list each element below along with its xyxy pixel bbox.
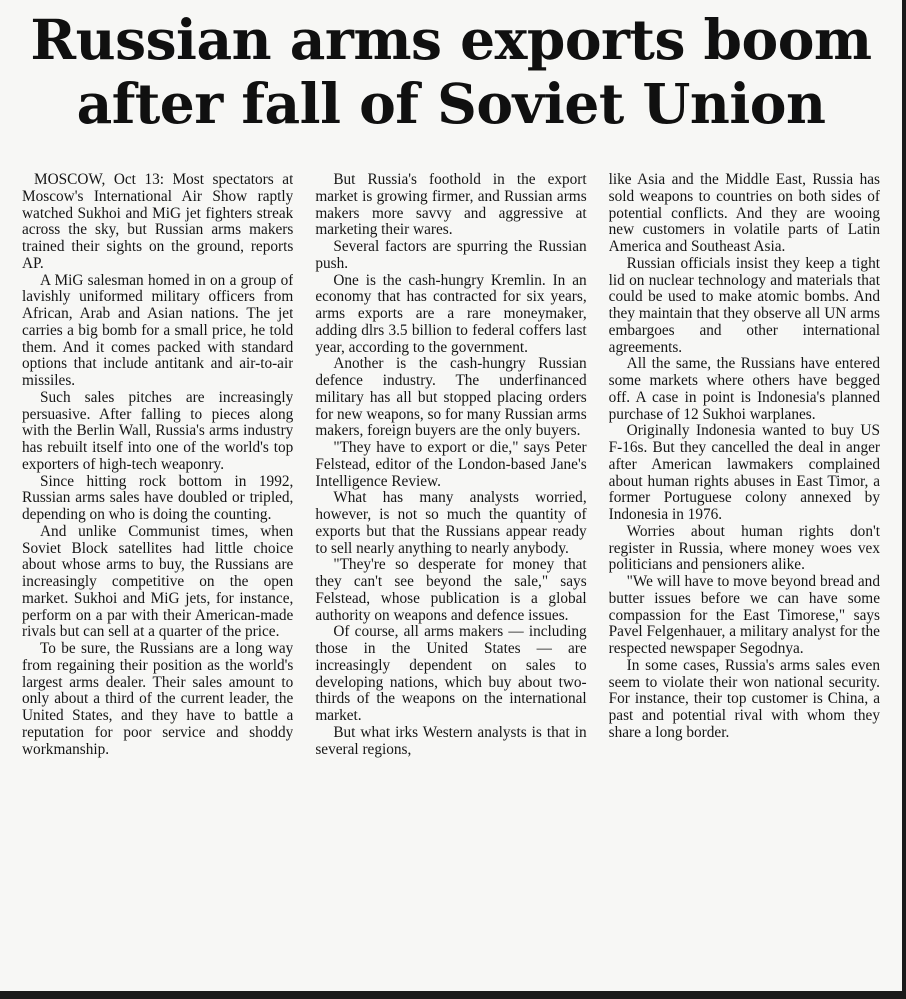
headline-line-2: after fall of Soviet Union — [76, 71, 826, 136]
paragraph: Several factors are spurring the Russian push. — [315, 238, 587, 272]
paragraph: A MiG salesman homed in on a group of lavishly uniformed military officers from African, Arab and Asian nations. The jet carries a big bomb for a small price, he told them. And it comes packed with standard options that include antitank and air-to-air missiles. — [22, 271, 294, 389]
paragraph: Since hitting rock bottom in 1992, Russian arms sales have doubled or tripled, depending on who is doing the counting. — [22, 472, 294, 523]
paragraph: But Russia's foothold in the export market is growing firmer, and Russian arms makers more savvy and aggressive at marketing their wares. — [315, 172, 587, 239]
paragraph: In some cases, Russia's arms sales even seem to violate their won national security. For instance, their top customer is China, a past and potential rival with whom they share a long border. — [608, 656, 880, 741]
paragraph: But what irks Western analysts is that in several regions, — [315, 723, 587, 758]
paragraph: All the same, the Russians have entered some markets where others have begged off. A case in point is Indonesia's planned purchase of 12 Sukhoi warplanes. — [608, 355, 880, 423]
paragraph: Worries about human rights don't register in Russia, where money woes vex politicians and pensioners alike. — [608, 522, 880, 574]
headline-line-1: Russian arms exports boom — [30, 7, 872, 72]
paragraph: One is the cash-hungry Kremlin. In an economy that has contracted for six years, arms exports are a rare moneymaker, adding dlrs 3.5 billion to federal coffers last year, according to the government. — [315, 271, 587, 356]
article-column-3 — [609, 172, 880, 977]
article-column-2 — [315, 172, 586, 977]
paragraph: To be sure, the Russians are a long way from regaining their position as the world's largest arms dealer. Their sales amount to only about a third of the current leader, the United States, and they have to battle a reputation for poor service and shoddy workmanship. — [22, 640, 294, 758]
paragraph: And unlike Communist times, when Soviet Block satellites had little choice about whose arms to buy, the Russians are increasingly competitive on the open market. Sukhoi and MiG jets, for instance, perform on a par with their American-made rivals but can sell at a quarter of the price. — [22, 522, 294, 641]
paragraph: Of course, all arms makers — including those in the United States — are increasingly dependent on sales to developing nations, which buy about two-thirds of the weapons on the international market. — [315, 623, 587, 724]
paragraph: MOSCOW, Oct 13: Most spectators at Moscow's International Air Show raptly watched Sukhoi and MiG jet fighters streak across the sky, but Russian arms makers trained their sights on the ground, reports AP. — [22, 172, 294, 272]
paragraph: like Asia and the Middle East, Russia has sold weapons to countries on both sides of potential conflicts. And they are wooing new customers in volatile parts of Latin America and Southeast Asia. — [608, 172, 880, 255]
paragraph: Such sales pitches are increasingly persuasive. After falling to pieces along with the Berlin Wall, Russia's arms industry has rebuilt itself into one of the world's top exporters of high-tech weaponry. — [22, 388, 294, 473]
paragraph: Russian officials insist they keep a tight lid on nuclear technology and materials that could be used to make atomic bombs. And they maintain that they observe all UN arms embargoes and other international agreements. — [608, 254, 880, 356]
article-body — [22, 172, 880, 977]
paragraph: What has many analysts worried, however, is not so much the quantity of exports but that the Russians appear ready to sell nearly anything to nearly anybody. — [315, 489, 587, 557]
paragraph: "We will have to move beyond bread and butter issues before we can have some compassion for the East Timorese," says Pavel Felgenhauer, a military analyst for the respected newspaper Segodnya. — [608, 573, 880, 657]
article-column-1 — [22, 172, 293, 977]
paragraph: Another is the cash-hungry Russian defence industry. The underfinanced military has all but stopped placing orders for new weapons, so for many Russian arms makers, foreign buyers are the only buyers. — [315, 355, 587, 440]
paragraph: Originally Indonesia wanted to buy US F-16s. But they cancelled the deal in anger after American lawmakers complained about human rights abuses in East Timor, a former Portuguese colony annexed by Indonesia in 1976. — [608, 422, 880, 523]
paragraph: "They have to export or die," says Peter Felstead, editor of the London-based Jane's Intelligence Review. — [315, 439, 587, 490]
headline — [0, 0, 902, 136]
paragraph: "They're so desperate for money that they can't see beyond the sale," says Felstead, whose publication is a global authority on weapons and defence issues. — [315, 556, 587, 624]
